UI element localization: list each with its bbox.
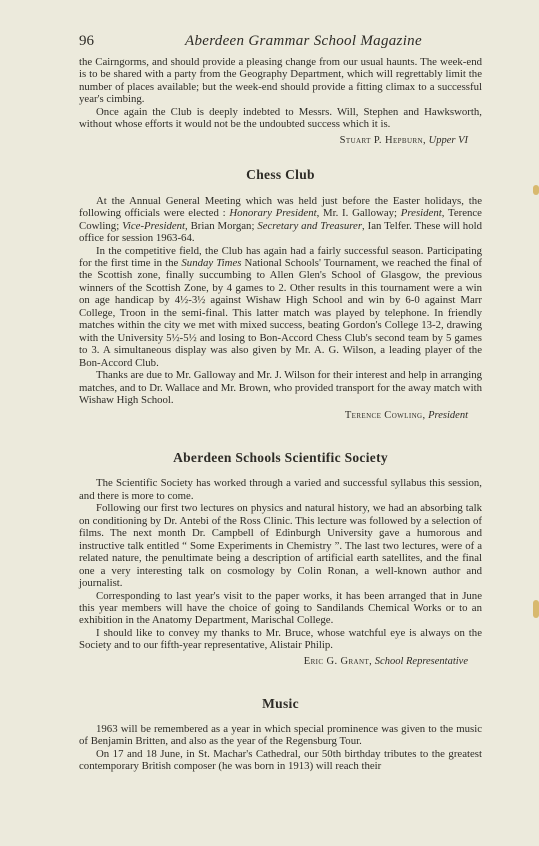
- music-paragraph: 1963 will be remembered as a year in which special prominence was given to the music of Benjamin Britten, and also as the year of the Regensburg Tour.: [79, 722, 482, 748]
- signature-name: Eric G. Grant,: [303, 655, 373, 667]
- chess-paragraph-season: In the competitive field, the Club has again had a fairly successful season. Participating for the first time in the Sunday Times National Schools' Tournament, we reached the final of the Scottish zone, finally succumbing to Allen Glen's School of Glasgow, the previous winners of the Scottish Zone, by 4 games to 2. Other results in this tournament were a win on age handicap by 4½-3½ against Wishaw High School and win by 6-0 against Marr College, Troon in the semi-final. This latter match was played by telephone. In friendly matches within the city we met with mixed success, beating Gordon's College 13-2, drawing with the University 5½-5½ and losing to Bon-Accord Chess Club's second team by 5 games to 3. A simultaneous display was also given by Mr. A. G. Wilson, a leading player of the Bon-Accord Club.: [79, 244, 482, 369]
- page-header: [79, 33, 479, 53]
- intro-signature: [79, 134, 482, 147]
- intro-paragraph: Once again the Club is deeply indebted to Messrs. Will, Stephen and Hawksworth, without whose efforts it would not be the undoubted success which it is.: [79, 105, 482, 131]
- signature-name: Terence Cowling,: [344, 410, 426, 422]
- signature-role: School Representative: [374, 655, 468, 667]
- music-paragraph: On 17 and 18 June, in St. Machar's Cathedral, our 50th birthday tributes to the greatest contemporary British composer (he was born in 1913) will reach their: [79, 747, 482, 773]
- role-secretary-treasurer: Secretary and Treasurer: [257, 219, 363, 232]
- role-president: President: [400, 207, 442, 220]
- science-paragraph: Following our first two lectures on physics and natural history, we had an absorbing talk on conditioning by Dr. Antebi of the Ross Clinic. This lecture was followed by a selection of films. The next month Dr. Campbell of Edinburgh University gave a humorous and instructive talk entitled “ Some Experiments in Chemistry ”. The last two lectures, were of a related nature, the penultimate being a description of artificial earth satellites, and the final one a very interesting talk on cosmology by Colin Ronan, a well-known author and journalist.: [79, 502, 482, 590]
- page-body: [79, 56, 482, 773]
- chess-signature: [79, 409, 482, 422]
- science-paragraph: The Scientific Society has worked through a varied and successful syllabus this session, and there is more to come.: [79, 477, 482, 502]
- role-vice-president: Vice-President: [122, 219, 186, 232]
- intro-paragraph: the Cairngorms, and should provide a pleasing change from our usual haunts. The week-end is to be shared with a party from the Geography Department, which will regrettably limit the number of places available; but the week-end should provide a fitting climax to a successful year's cimbing.: [79, 56, 482, 106]
- chess-club-heading: Chess Club: [246, 166, 315, 182]
- science-paragraph: Corresponding to last year's visit to the paper works, it has been arranged that in June this year members will have the choice of going to Sandilands Chemical Works or to an exhibition in the Anatomy Department, Marischal College.: [79, 589, 482, 627]
- chess-paragraph-thanks: Thanks are due to Mr. Galloway and Mr. J. Wilson for their interest and help in arranging matches, and to Dr. Wallace and Mr. Brown, who provided transport for the away match with Wishaw High School.: [79, 369, 482, 406]
- paper-stain-mark: [533, 185, 539, 195]
- newspaper-name: Sunday Times: [181, 256, 242, 269]
- signature-role: President: [428, 410, 468, 422]
- chess-paragraph-officials: At the Annual General Meeting which was held just before the Easter holidays, the following officials were elected : Honorary President, Mr. I. Galloway; President, Terence Cowling; Vice-President, Brian Morgan; Secretary and Treasurer, Ian Telfer. These will hold office for session 1963-64.: [79, 194, 482, 245]
- page-number: 96: [79, 33, 94, 49]
- signature-role: Upper VI: [428, 134, 468, 146]
- music-heading: Music: [262, 695, 299, 711]
- science-signature: [79, 655, 482, 668]
- signature-name: Stuart P. Hepburn,: [339, 134, 426, 146]
- science-paragraph: I should like to convey my thanks to Mr. Bruce, whose watchful eye is always on the Society and to our fifth-year representative, Alistair Philip.: [79, 626, 482, 652]
- running-title: Aberdeen Grammar School Magazine: [185, 33, 422, 49]
- role-honorary-president: Honorary President: [229, 207, 317, 220]
- scientific-society-heading: Aberdeen Schools Scientific Society: [173, 450, 388, 466]
- paper-stain-mark: [533, 600, 539, 618]
